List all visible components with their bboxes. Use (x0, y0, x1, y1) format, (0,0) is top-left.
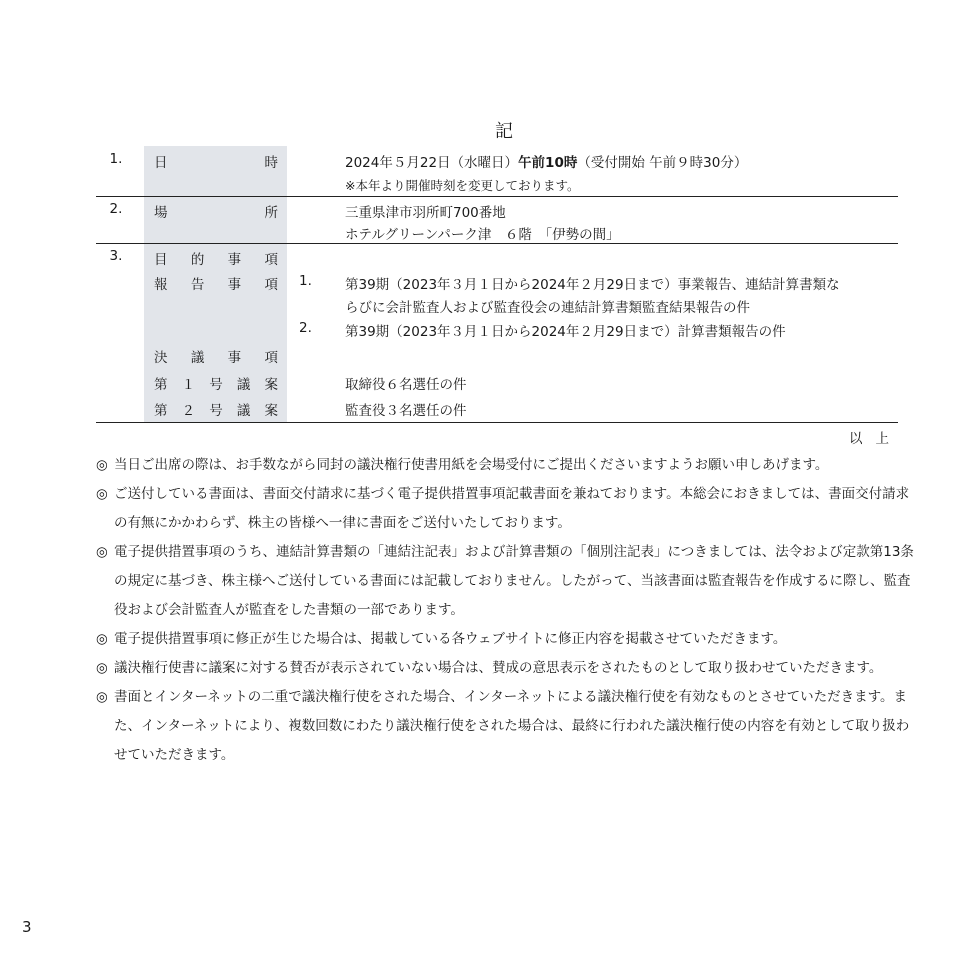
report-item-1-line-1: 第39期（2023年３月１日から2024年２月29日まで）事業報告、連結計算書類な (345, 277, 840, 293)
label-proposal-1: 第 １ 号 議 案 (154, 377, 278, 393)
closing-mark: 以上 (849, 431, 902, 447)
note-bullet-icon: ◎ (96, 486, 108, 502)
note-text: 議決権行使書に議案に対する賛否が表示されていない場合は、賛成の意思表示をされたものとして取り扱わせていただきます。 (114, 660, 883, 676)
row-number-3: 3. (109, 248, 123, 264)
note-text: 書面とインターネットの二重で議決権行使をされた場合、インターネットによる議決権行使を有効なものとさせていただきます。また、インターネットにより、複数回数にわたり議決権行使をされた場合は、最終に行われた議決権行使の内容を有効として取り扱わせていただきます。 (114, 689, 910, 763)
row-divider-1 (96, 196, 898, 197)
report-item-number-2: 2. (299, 320, 312, 336)
note-text: 電子提供措置事項のうち、連結計算書類の「連結注記表」および計算書類の「個別注記表」につきましては、法令および定款第13条の規定に基づき、株主様へご送付している書面には記載しておりません。したがって、当該書面は監査報告を作成するに際し、監査役および会計監査人が監査をした書類の一部であります。 (114, 544, 914, 618)
report-item-1-line-2: らびに会計監査人および監査役会の連結計算書類監査結果報告の件 (345, 300, 750, 316)
note-item (96, 451, 916, 480)
label-datetime: 日 時 (154, 155, 278, 171)
place-address: 三重県津市羽所町700番地 (345, 205, 506, 221)
datetime-value: 2024年５月22日（水曜日）午前10時（受付開始 午前９時30分） (345, 155, 748, 171)
note-item (96, 683, 916, 770)
place-venue: ホテルグリーンパーク津 ６階 「伊勢の間」 (345, 227, 620, 243)
report-item-2-line-1: 第39期（2023年３月１日から2024年２月29日まで）計算書類報告の件 (345, 324, 786, 340)
label-report-items: 報 告 事 項 (154, 277, 278, 293)
note-bullet-icon: ◎ (96, 544, 108, 560)
row-number-1: 1. (109, 151, 123, 167)
proposal-2-text: 監査役３名選任の件 (345, 403, 467, 419)
note-bullet-icon: ◎ (96, 457, 108, 473)
label-proposal-2: 第 ２ 号 議 案 (154, 403, 278, 419)
label-purpose: 目 的 事 項 (154, 252, 278, 268)
note-item (96, 538, 916, 625)
label-place: 場 所 (154, 205, 278, 221)
label-cell-bg-3 (144, 244, 287, 422)
note-item (96, 480, 916, 538)
note-item (96, 654, 916, 683)
datetime-note: ※本年より開催時刻を変更しております。 (345, 178, 580, 193)
notice-title: 記 (495, 121, 513, 142)
proposal-1-text: 取締役６名選任の件 (345, 377, 467, 393)
notes-list (96, 451, 916, 770)
row-divider-2 (96, 243, 898, 244)
label-resolution-items: 決 議 事 項 (154, 350, 278, 366)
row-number-2: 2. (109, 201, 123, 217)
page-number: 3 (22, 918, 32, 936)
report-item-number-1: 1. (299, 273, 312, 289)
note-text: ご送付している書面は、書面交付請求に基づく電子提供措置事項記載書面を兼ねております。本総会におきましては、書面交付請求の有無にかかわらず、株主の皆様へ一律に書面をご送付いたしております。 (114, 486, 910, 531)
note-item (96, 625, 916, 654)
note-text: 当日ご出席の際は、お手数ながら同封の議決権行使書用紙を会場受付にご提出くださいますようお願い申しあげます。 (114, 457, 829, 473)
table-bottom-rule (96, 422, 898, 423)
note-bullet-icon: ◎ (96, 631, 108, 647)
note-text: 電子提供措置事項に修正が生じた場合は、掲載している各ウェブサイトに修正内容を掲載させていただきます。 (114, 631, 787, 647)
note-bullet-icon: ◎ (96, 689, 108, 705)
note-bullet-icon: ◎ (96, 660, 108, 676)
